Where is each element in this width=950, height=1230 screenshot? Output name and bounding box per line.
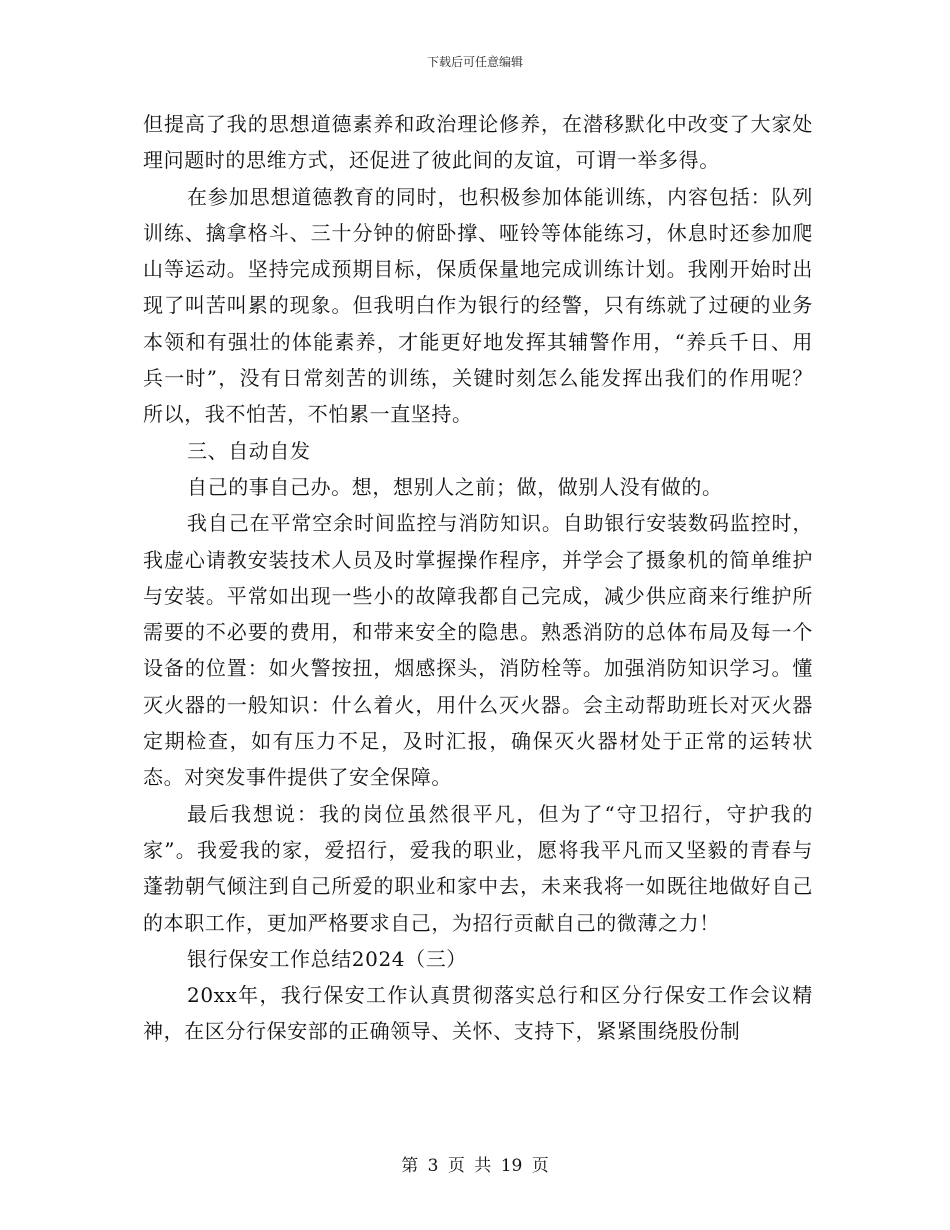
page-header: 下载后可任意编辑 <box>426 55 523 69</box>
page-footer: 第 3 页 共 19 页 <box>401 1156 549 1176</box>
paragraph: 在参加思想道德教育的同时，也积极参加体能训练，内容包括：队列训练、擒拿格斗、三十分钟的俯卧撑、哑铃等体能练习，休息时还参加爬山等运动。坚持完成预期目标，保质保量地完成训练计划。我刚开始时出现了叫苦叫累的现象。但我明白作为银行的经警，只有练就了过硬的业务本领和有强壮的体能素养，才能更好地发挥其辅警作用，“养兵千日、用兵一时”，没有日常刻苦的训练，关键时刻怎么能发挥出我们的作用呢？所以，我不怕苦，不怕累一直坚持。 <box>143 184 813 427</box>
paragraph: 最后我想说：我的岗位虽然很平凡，但为了“守卫招行，守护我的家”。我爱我的家，爱招行，爱我的职业，愿将我平凡而又坚毅的青春与蓬勃朝气倾注到自己所爱的职业和家中去，未来我将一如既往地做好自己的本职工作，更加严格要求自己，为招行贡献自己的微薄之力！ <box>143 801 813 935</box>
paragraph: 但提高了我的思想道德素养和政治理论修养，在潜移默化中改变了大家处理问题时的思维方式，还促进了彼此间的友谊，可谓一举多得。 <box>143 112 813 173</box>
section-heading: 三、自动自发 <box>187 438 311 463</box>
document-subtitle: 银行保安工作总结2024（三） <box>187 946 467 971</box>
paragraph: 自己的事自己办。想，想别人之前；做，做别人没有做的。 <box>187 474 723 499</box>
paragraph: 20xx年，我行保安工作认真贯彻落实总行和区分行保安工作会议精神，在区分行保安部的正确领导、关怀、支持下，紧紧围绕股份制 <box>143 983 813 1044</box>
paragraph: 我自己在平常空余时间监控与消防知识。自助银行安装数码监控时，我虚心请教安装技术人员及时掌握操作程序，并学会了摄象机的简单维护与安装。平常如出现一些小的故障我都自己完成，减少供应商来行维护所需要的不必要的费用，和带来安全的隐患。熟悉消防的总体布局及每一个设备的位置：如火警按扭，烟感探头，消防栓等。加强消防知识学习。懂灭火器的一般知识：什么着火，用什么灭火器。会主动帮助班长对灭火器定期检查，如有压力不足，及时汇报，确保灭火器材处于正常的运转状态。对突发事件提供了安全保障。 <box>143 511 813 790</box>
document-body <box>143 106 813 1050</box>
